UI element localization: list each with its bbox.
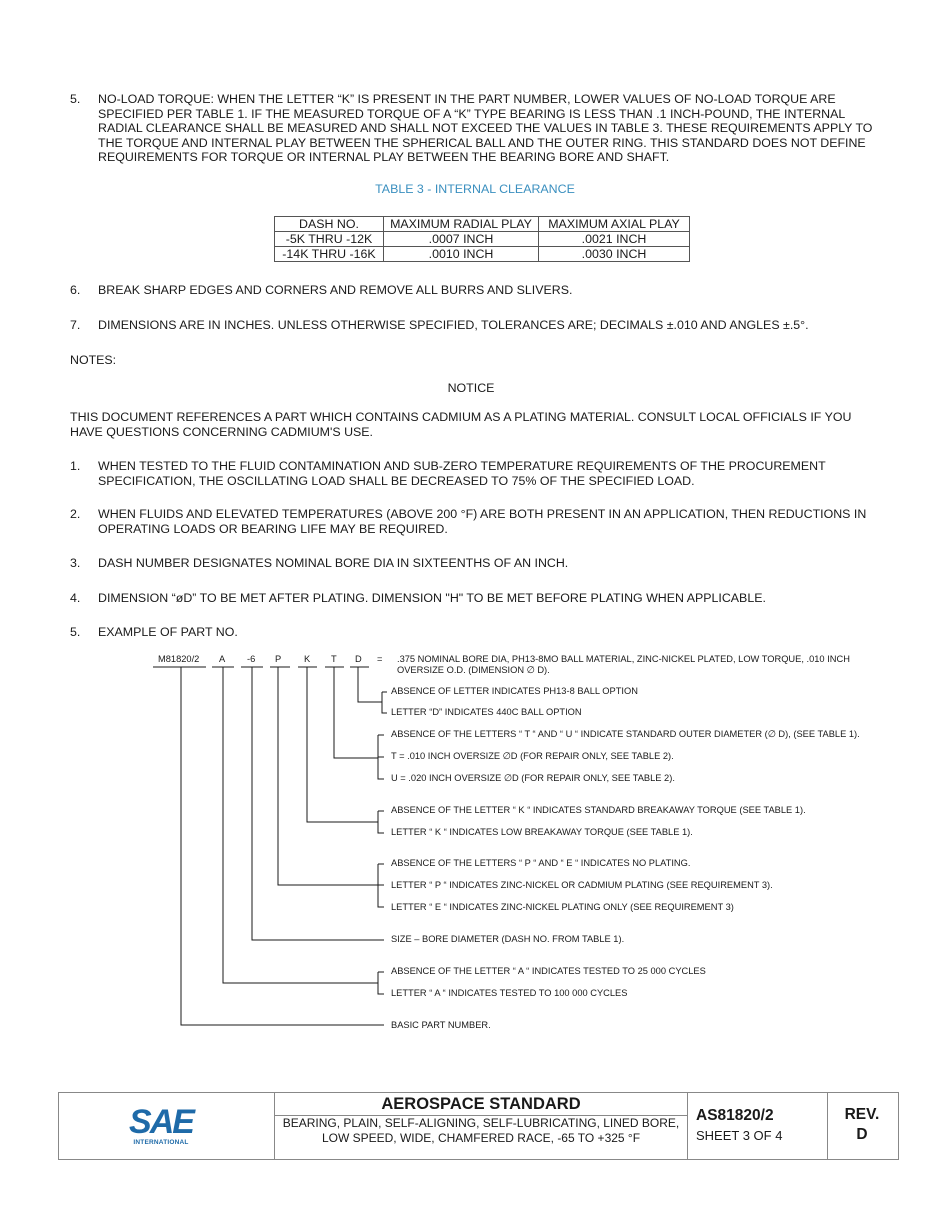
revision-label: REV. (844, 1106, 880, 1123)
note-text: DASH NUMBER DESIGNATES NOMINAL BORE DIA IN SIXTEENTHS OF AN INCH. (98, 556, 569, 570)
requirement-text: DIMENSIONS ARE IN INCHES. UNLESS OTHERWISE SPECIFIED, TOLERANCES ARE; DECIMALS ±.010 AND ANGLES ±.5°. (98, 318, 809, 332)
label-t-oversize: T = .010 INCH OVERSIZE ∅D (FOR REPAIR ONLY, SEE TABLE 2). (391, 751, 674, 761)
label-k-letter: LETTER “ K “ INDICATES LOW BREAKAWAY TORQUE (SEE TABLE 1). (391, 827, 693, 837)
label-tu-absence: ABSENCE OF THE LETTERS “ T “ AND “ U “ INDICATE STANDARD OUTER DIAMETER (∅ D), (SEE TABLE 1). (391, 729, 860, 739)
table-cell: -5K THRU -12K (275, 232, 384, 247)
code-basic: M81820/2 (158, 654, 200, 664)
code-equals: = (377, 654, 383, 664)
standard-description: BEARING, PLAIN, SELF-ALIGNING, SELF-LUBRICATING, LINED BORE, LOW SPEED, WIDE, CHAMFERED RACE, -65 TO +325 °F (282, 1116, 680, 1145)
label-a-absence: ABSENCE OF THE LETTER “ A “ INDICATES TESTED TO 25 000 CYCLES (391, 966, 706, 976)
label-basic: BASIC PART NUMBER. (391, 1020, 491, 1030)
code-d: D (355, 654, 362, 664)
requirement-text: NO-LOAD TORQUE: WHEN THE LETTER “K” IS PRESENT IN THE PART NUMBER, LOWER VALUES OF NO-LOAD TORQUE ARE SPECIFIED PER TABLE 1. IF THE MEASURED TORQUE OF A “K” TYPE BEARING IS LESS THAN .1 INCH-POUND, THE INTERNAL RADIAL CLEARANCE SHALL BE MEASURED AND SHALL NOT EXCEED THE VALUES IN TABLE 3. THESE REQUIREMENTS APPLY TO THE TORQUE AND INTERNAL PLAY BETWEEN THE SPHERICAL BALL AND THE OUTER RING. THIS STANDARD DOES NOT DEFINE REQUIREMENTS FOR TORQUE OR INTERNAL PLAY BETWEEN THE BEARING BORE AND SHAFT. (98, 92, 873, 165)
requirement-text: BREAK SHARP EDGES AND CORNERS AND REMOVE ALL BURRS AND SLIVERS. (98, 283, 573, 297)
label-size: SIZE – BORE DIAMETER (DASH NO. FROM TABLE 1). (391, 934, 625, 944)
note-text: EXAMPLE OF PART NO. (98, 625, 238, 639)
requirement-number: 7. (70, 318, 81, 332)
label-d-absence: ABSENCE OF LETTER INDICATES PH13-8 BALL OPTION (391, 686, 638, 696)
note-number: 2. (70, 507, 81, 521)
requirement-number: 6. (70, 283, 81, 297)
part-meaning: .375 NOMINAL BORE DIA, PH13-8MO BALL MATERIAL, ZINC-NICKEL PLATED, LOW TORQUE, .010 INCH OVERSIZE O.D. (DIMENSION ∅ D). (397, 654, 850, 675)
table-3-title: TABLE 3 - INTERNAL CLEARANCE (375, 182, 575, 196)
notice-title: NOTICE (447, 381, 495, 395)
logo-wordmark: SAE (129, 1103, 193, 1141)
table-cell: .0030 INCH (539, 247, 690, 262)
label-u-oversize: U = .020 INCH OVERSIZE ∅D (FOR REPAIR ONLY, SEE TABLE 2). (391, 773, 675, 783)
note-number: 3. (70, 556, 81, 570)
note-number: 1. (70, 459, 81, 473)
revision (827, 1105, 897, 1145)
doc-cell (687, 1093, 828, 1159)
sae-logo (127, 1105, 195, 1149)
label-pe-absence: ABSENCE OF THE LETTERS “ P “ AND “ E “ INDICATES NO PLATING. (391, 858, 691, 868)
code-t: T (331, 654, 337, 664)
table-cell: .0010 INCH (384, 247, 539, 262)
label-k-absence: ABSENCE OF THE LETTER “ K “ INDICATES STANDARD BREAKAWAY TORQUE (SEE TABLE 1). (391, 805, 806, 815)
table-cell: .0007 INCH (384, 232, 539, 247)
label-a-letter: LETTER “ A “ INDICATES TESTED TO 100 000 CYCLES (391, 988, 628, 998)
table-cell: -14K THRU -16K (275, 247, 384, 262)
standard-title: AEROSPACE STANDARD (275, 1093, 687, 1116)
note-text: WHEN TESTED TO THE FLUID CONTAMINATION AND SUB-ZERO TEMPERATURE REQUIREMENTS OF THE PROCUREMENT SPECIFICATION, THE OSCILLATING LOAD SHALL BE DECREASED TO 75% OF THE SPECIFIED LOAD. (98, 459, 826, 488)
code-a: A (219, 654, 226, 664)
table-header: MAXIMUM AXIAL PLAY (539, 217, 690, 232)
label-e-letter: LETTER “ E “ INDICATES ZINC-NICKEL PLATING ONLY (SEE REQUIREMENT 3) (391, 902, 734, 912)
table-cell: .0021 INCH (539, 232, 690, 247)
label-p-letter: LETTER “ P “ INDICATES ZINC-NICKEL OR CADMIUM PLATING (SEE REQUIREMENT 3). (391, 880, 773, 890)
table-header: DASH NO. (275, 217, 384, 232)
requirement-number: 5. (70, 92, 81, 106)
code-k: K (304, 654, 311, 664)
note-number: 4. (70, 591, 81, 605)
code-p: P (275, 654, 282, 664)
notice-body: THIS DOCUMENT REFERENCES A PART WHICH CONTAINS CADMIUM AS A PLATING MATERIAL. CONSULT LOCAL OFFICIALS IF YOU HAVE QUESTIONS CONCERNING CADMIUM'S USE. (70, 410, 852, 439)
note-text: DIMENSION “øD” TO BE MET AFTER PLATING. DIMENSION "H" TO BE MET BEFORE PLATING WHEN APPLICABLE. (98, 591, 766, 605)
table-header: MAXIMUM RADIAL PLAY (384, 217, 539, 232)
sheet-number: SHEET 3 OF 4 (696, 1128, 783, 1143)
notes-heading: NOTES: (70, 353, 117, 367)
note-number: 5. (70, 625, 81, 639)
note-text: WHEN FLUIDS AND ELEVATED TEMPERATURES (ABOVE 200 °F) ARE BOTH PRESENT IN AN APPLICATION, THEN REDUCTIONS IN OPERATING LOADS OR BEARING LIFE MAY BE REQUIRED. (98, 507, 867, 536)
title-block (58, 1092, 899, 1160)
code-dash: -6 (247, 654, 256, 664)
logo-subtext: INTERNATIONAL (133, 1139, 189, 1146)
label-d-letter: LETTER “D” INDICATES 440C BALL OPTION (391, 707, 582, 717)
revision-value: D (856, 1126, 868, 1143)
document-number: AS81820/2 (696, 1107, 774, 1124)
